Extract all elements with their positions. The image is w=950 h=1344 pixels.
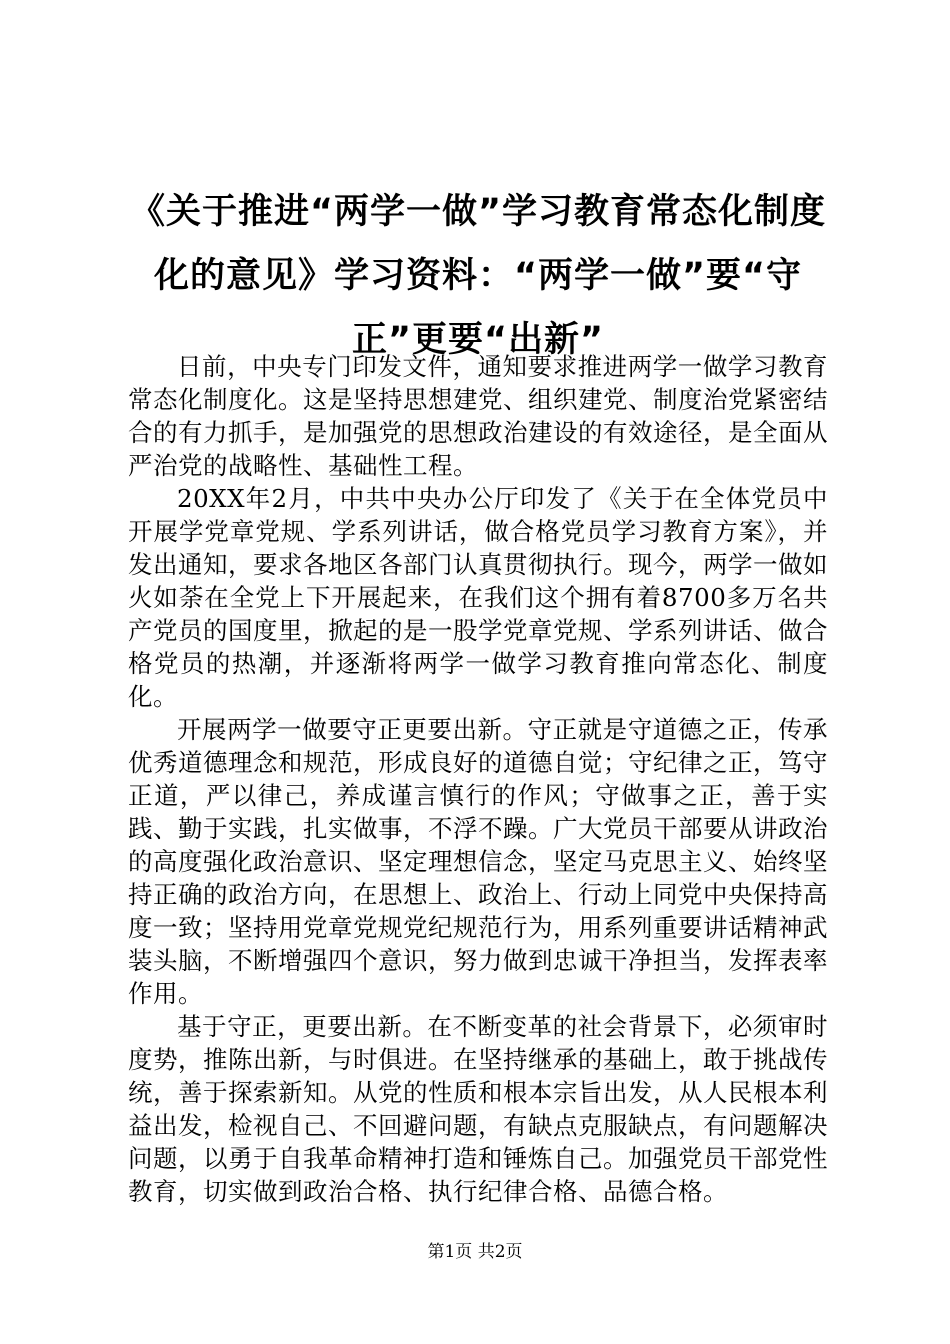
document-body	[128, 350, 828, 1208]
body-paragraph-2: 20XX年2月，中共中央办公厅印发了《关于在全体党员中开展学党章党规、学系列讲话，做合格党员学习教育方案》，并发出通知，要求各地区各部门认真贯彻执行。现今，两学一做如火如荼在全党上下开展起来，在我们这个拥有着8700多万名共产党员的国度里，掀起的是一股学党章党规、学系列讲话、做合格党员的热潮，并逐渐将两学一做学习教育推向常态化、制度化。	[128, 484, 828, 711]
document-title: 《关于推进“两学一做”学习教育常态化制度化的意见》学习资料：“两学一做”要“守正”更要“出新”	[129, 192, 826, 360]
body-paragraph-4: 基于守正，更要出新。在不断变革的社会背景下，必须审时度势，推陈出新，与时俱进。在坚持继承的基础上，敢于挑战传统，善于探索新知。从党的性质和根本宗旨出发，从人民根本利益出发，检视自己、不回避问题，有缺点克服缺点，有问题解决问题，以勇于自我革命精神打造和锤炼自己。加强党员干部党性教育，切实做到政治合格、执行纪律合格、品德合格。	[128, 1012, 828, 1206]
body-paragraph-1: 日前，中央专门印发文件，通知要求推进两学一做学习教育常态化制度化。这是坚持思想建党、组织建党、制度治党紧密结合的有力抓手，是加强党的思想政治建设的有效途径，是全面从严治党的战略性、基础性工程。	[128, 352, 828, 480]
page-number-footer: 第1页 共2页	[427, 1242, 523, 1262]
body-paragraph-3: 开展两学一做要守正更要出新。守正就是守道德之正，传承优秀道德理念和规范，形成良好的道德自觉；守纪律之正，笃守正道，严以律己，养成谨言慎行的作风；守做事之正，善于实践、勤于实践，扎实做事，不浮不躁。广大党员干部要从讲政治的高度强化政治意识、坚定理想信念，坚定马克思主义、始终坚持正确的政治方向，在思想上、政治上、行动上同党中央保持高度一致；坚持用党章党规党纪规范行为，用系列重要讲话精神武装头脑，不断增强四个意识，努力做到忠诚干净担当，发挥表率作用。	[128, 715, 828, 1008]
